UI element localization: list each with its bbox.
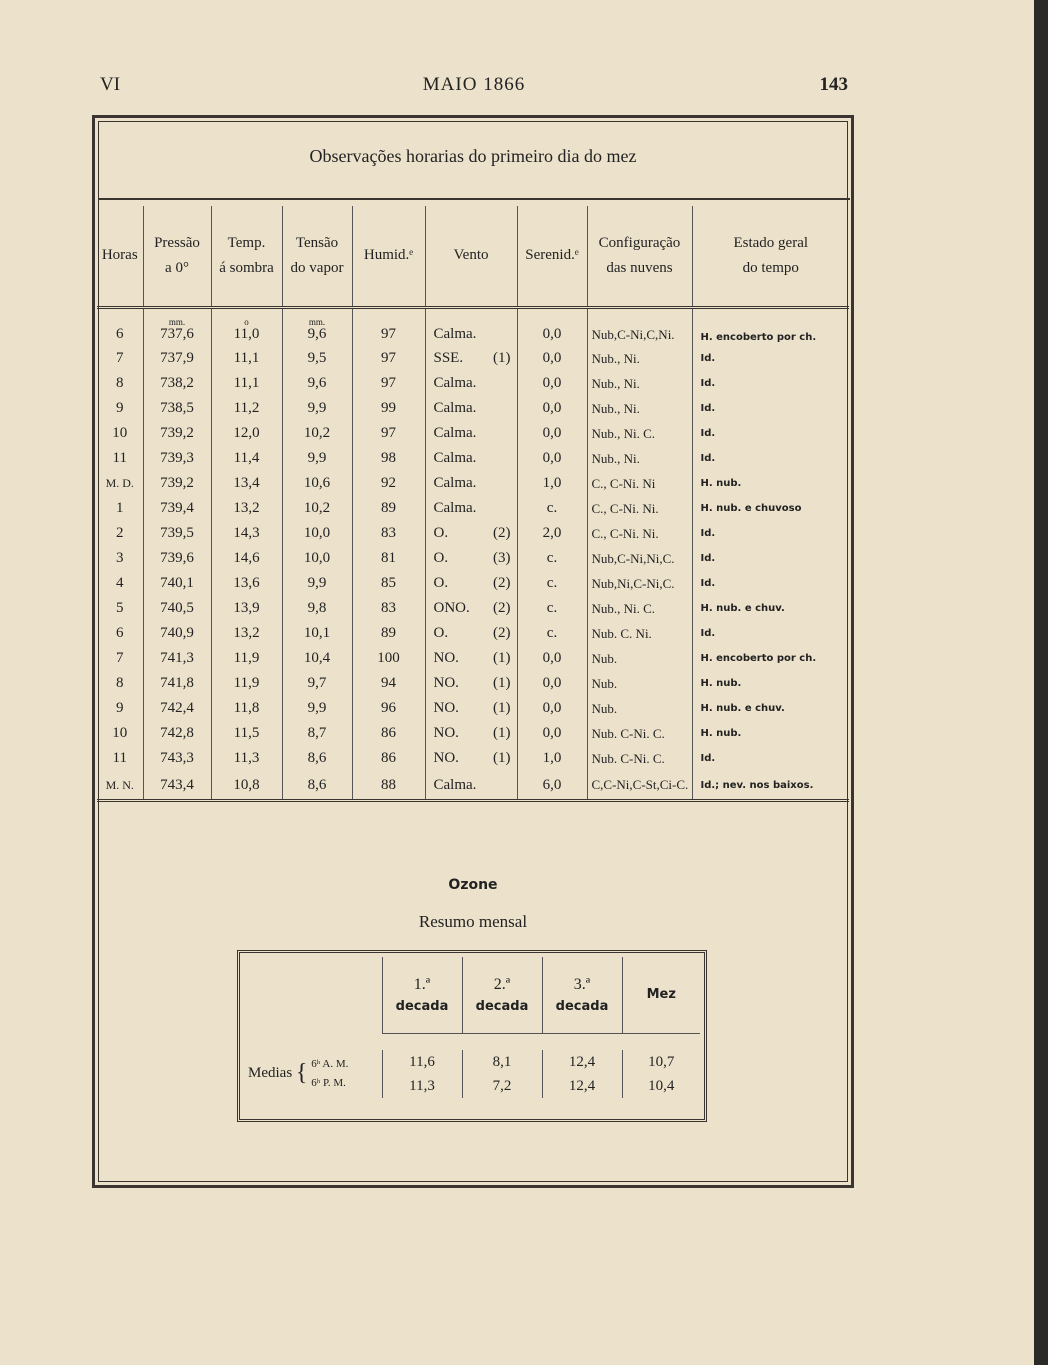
table-cell: 83 — [352, 596, 425, 621]
column-header: Configuração das nuvens — [587, 206, 692, 308]
table-cell: O. (2) — [425, 521, 517, 546]
table-cell: 741,3 — [143, 646, 211, 671]
table-cell: Nub. — [587, 671, 692, 696]
ozone-row-label: Medias { 6ʰ A. M. 6ʰ P. M. — [248, 1058, 349, 1089]
ozone-col-3: 3.ª decada — [542, 957, 622, 1034]
table-cell: Nub., Ni. C. — [587, 421, 692, 446]
table-cell: Calma. — [425, 421, 517, 446]
table-cell: 13,4 — [211, 471, 282, 496]
table-row — [97, 521, 849, 546]
table-cell: 97 — [352, 308, 425, 347]
table-row — [97, 621, 849, 646]
column-header: Humid.ᵉ — [352, 206, 425, 308]
table-cell: 12,0 — [211, 421, 282, 446]
table-cell: Calma. — [425, 371, 517, 396]
table-cell: H. encoberto por ch. — [692, 308, 849, 347]
table-cell: 89 — [352, 621, 425, 646]
table-cell: 11,1 — [211, 371, 282, 396]
table-cell: 14,6 — [211, 546, 282, 571]
ozone-header-row — [244, 957, 700, 1034]
table-cell: 11 — [112, 750, 127, 766]
table-cell: 1,0 — [517, 471, 587, 496]
column-header: Temp. á sombra — [211, 206, 282, 308]
ozone-col-2: 2.ª decada — [462, 957, 542, 1034]
table-row — [97, 496, 849, 521]
table-cell: 10 — [112, 425, 128, 441]
table-cell: H. nub. e chuv. — [692, 696, 849, 721]
table-cell: 11,2 — [211, 396, 282, 421]
table-cell: c. — [517, 571, 587, 596]
table-cell: 9,9 — [282, 571, 352, 596]
ozone-cell: 11,6 — [382, 1050, 462, 1074]
table-cell: 741,8 — [143, 671, 211, 696]
table-cell: o 11,0 — [211, 308, 282, 347]
table-cell: Nub. C-Ni. C. — [587, 721, 692, 746]
table-cell: Calma. — [425, 771, 517, 801]
table-cell: O. (2) — [425, 571, 517, 596]
table-cell: 3 — [116, 550, 124, 566]
ozone-subtitle: Resumo mensal — [418, 912, 528, 931]
table-cell: Id. — [692, 421, 849, 446]
table-cell: 89 — [352, 496, 425, 521]
table-cell: Id. — [692, 621, 849, 646]
table-cell: 10,1 — [282, 621, 352, 646]
hourly-observations-table — [97, 206, 849, 802]
column-header: Serenid.ᵉ — [517, 206, 587, 308]
table-cell: 737,9 — [143, 346, 211, 371]
title-rule — [98, 198, 850, 200]
table-cell: 9 — [116, 400, 124, 416]
table-cell: 1,0 — [517, 746, 587, 771]
table-cell: O. (2) — [425, 621, 517, 646]
table-cell: 98 — [352, 446, 425, 471]
table-cell: 13,6 — [211, 571, 282, 596]
table-cell: H. nub. e chuv. — [692, 596, 849, 621]
table-cell: 2,0 — [517, 521, 587, 546]
table-cell: 0,0 — [517, 696, 587, 721]
table-cell: ONO. (2) — [425, 596, 517, 621]
table-cell: mm. 737,6 — [143, 308, 211, 347]
table-cell: Nub,C-Ni,C,Ni. — [587, 308, 692, 347]
table-cell: 0,0 — [517, 671, 587, 696]
column-header: Estado geral do tempo — [692, 206, 849, 308]
table-row — [97, 646, 849, 671]
table-row — [97, 721, 849, 746]
table-cell: 9,7 — [282, 671, 352, 696]
page-edge — [1034, 0, 1048, 1365]
table-cell: 739,4 — [143, 496, 211, 521]
table-cell: NO. (1) — [425, 646, 517, 671]
table-cell: 6 — [116, 326, 124, 342]
table-cell: 9,5 — [282, 346, 352, 371]
table-cell: 8 — [116, 375, 124, 391]
table-cell: 10,0 — [282, 521, 352, 546]
ozone-cell: 10,7 — [622, 1050, 700, 1074]
table-cell: Nub., Ni. — [587, 346, 692, 371]
table-cell: 742,8 — [143, 721, 211, 746]
table-cell: 0,0 — [517, 721, 587, 746]
page-number: 143 — [819, 74, 848, 95]
table-cell: 11,3 — [211, 746, 282, 771]
table-title: Observações horarias do primeiro dia do mez — [309, 146, 637, 166]
table-cell: 742,4 — [143, 696, 211, 721]
table-row — [97, 771, 849, 801]
table-cell: 11,4 — [211, 446, 282, 471]
table-cell: 13,2 — [211, 496, 282, 521]
table-cell: 11,8 — [211, 696, 282, 721]
table-cell: 6 — [116, 625, 124, 641]
table-cell: Nub,Ni,C-Ni,C. — [587, 571, 692, 596]
table-cell: 10,6 — [282, 471, 352, 496]
table-row — [97, 371, 849, 396]
table-cell: Nub. — [587, 646, 692, 671]
table-cell: 743,3 — [143, 746, 211, 771]
table-cell: SSE. (1) — [425, 346, 517, 371]
month-heading: MAIO 1866 — [422, 74, 526, 95]
table-row — [97, 471, 849, 496]
table-row — [97, 546, 849, 571]
table-cell: Id.; nev. nos baixos. — [692, 771, 849, 801]
table-cell: 9,8 — [282, 596, 352, 621]
table-cell: 81 — [352, 546, 425, 571]
ozone-cell: 8,1 — [462, 1050, 542, 1074]
table-cell: 0,0 — [517, 308, 587, 347]
table-cell: 86 — [352, 721, 425, 746]
table-row — [97, 308, 849, 347]
table-cell: c. — [517, 546, 587, 571]
table-cell: 5 — [116, 600, 124, 616]
table-cell: Nub,C-Ni,Ni,C. — [587, 546, 692, 571]
table-cell: Id. — [692, 396, 849, 421]
table-cell: NO. (1) — [425, 671, 517, 696]
table-cell: 11,1 — [211, 346, 282, 371]
table-cell: Calma. — [425, 471, 517, 496]
table-cell: c. — [517, 496, 587, 521]
ozone-cell: 12,4 — [542, 1050, 622, 1074]
table-cell: Calma. — [425, 396, 517, 421]
table-cell: 11 — [112, 450, 127, 466]
ozone-col-1: 1.ª decada — [382, 957, 462, 1034]
table-row — [97, 396, 849, 421]
table-cell: Id. — [692, 546, 849, 571]
header-row — [97, 206, 849, 308]
table-cell: 13,2 — [211, 621, 282, 646]
table-cell: Calma. — [425, 446, 517, 471]
ozone-cell: 11,3 — [382, 1074, 462, 1098]
table-cell: 85 — [352, 571, 425, 596]
table-cell: H. nub. — [692, 471, 849, 496]
table-cell: 8,6 — [282, 746, 352, 771]
table-cell: 10,8 — [211, 771, 282, 801]
table-cell: Id. — [692, 571, 849, 596]
table-cell: 10,2 — [282, 421, 352, 446]
table-cell: 739,3 — [143, 446, 211, 471]
ozone-cell: 12,4 — [542, 1074, 622, 1098]
table-cell: Calma. — [425, 308, 517, 347]
ozone-title: Ozone — [448, 877, 498, 893]
table-cell: Nub., Ni. C. — [587, 596, 692, 621]
table-cell: Nub. C. Ni. — [587, 621, 692, 646]
table-cell: 1 — [116, 500, 124, 516]
table-cell: Calma. — [425, 496, 517, 521]
table-cell: NO. (1) — [425, 696, 517, 721]
table-cell: H. nub. e chuvoso — [692, 496, 849, 521]
table-cell: 8,7 — [282, 721, 352, 746]
ozone-summary-table — [244, 957, 700, 1120]
table-row — [97, 446, 849, 471]
table-cell: 10,4 — [282, 646, 352, 671]
table-cell: 97 — [352, 346, 425, 371]
table-row — [97, 571, 849, 596]
table-cell: Nub., Ni. — [587, 371, 692, 396]
table-cell: c. — [517, 596, 587, 621]
column-header: Horas — [97, 206, 143, 308]
column-header: Pressão a 0° — [143, 206, 211, 308]
column-header: Tensão do vapor — [282, 206, 352, 308]
table-cell: 2 — [116, 525, 124, 541]
table-cell: 0,0 — [517, 421, 587, 446]
table-cell: 740,1 — [143, 571, 211, 596]
ozone-cell: 10,4 — [622, 1074, 700, 1098]
table-cell: 739,2 — [143, 471, 211, 496]
table-cell: Id. — [692, 371, 849, 396]
table-cell: C., C-Ni. Ni — [587, 471, 692, 496]
table-cell: 100 — [352, 646, 425, 671]
table-cell: Id. — [692, 746, 849, 771]
table-row — [97, 671, 849, 696]
table-cell: 96 — [352, 696, 425, 721]
table-cell: 11,5 — [211, 721, 282, 746]
table-cell: 11,9 — [211, 646, 282, 671]
table-cell: Id. — [692, 446, 849, 471]
table-cell: C., C-Ni. Ni. — [587, 521, 692, 546]
table-cell: 9 — [116, 700, 124, 716]
table-cell: M. N. — [97, 771, 143, 801]
table-cell: NO. (1) — [425, 721, 517, 746]
ozone-cell: 7,2 — [462, 1074, 542, 1098]
ozone-col-mez: Mez — [622, 957, 700, 1034]
table-cell: 0,0 — [517, 346, 587, 371]
table-cell: Nub. C-Ni. C. — [587, 746, 692, 771]
table-cell: Id. — [692, 346, 849, 371]
table-cell: 4 — [116, 575, 124, 591]
table-cell: H. encoberto por ch. — [692, 646, 849, 671]
table-cell: 10,2 — [282, 496, 352, 521]
table-cell: 9,9 — [282, 696, 352, 721]
table-cell: 738,2 — [143, 371, 211, 396]
table-cell: 9,6 — [282, 371, 352, 396]
table-cell: 740,9 — [143, 621, 211, 646]
table-row — [97, 696, 849, 721]
table-cell: 97 — [352, 371, 425, 396]
table-cell: 739,5 — [143, 521, 211, 546]
table-cell: Nub. — [587, 696, 692, 721]
table-cell: 10 — [112, 725, 128, 741]
table-cell: Id. — [692, 521, 849, 546]
table-cell: mm. 9,6 — [282, 308, 352, 347]
table-cell: c. — [517, 621, 587, 646]
table-cell: Nub., Ni. — [587, 396, 692, 421]
table-cell: 94 — [352, 671, 425, 696]
table-cell: 0,0 — [517, 396, 587, 421]
table-cell: C., C-Ni. Ni. — [587, 496, 692, 521]
table-cell: Nub., Ni. — [587, 446, 692, 471]
section-numeral: VI — [100, 74, 121, 95]
table-cell: 8,6 — [282, 771, 352, 801]
table-cell: 740,5 — [143, 596, 211, 621]
table-cell: 7 — [116, 350, 124, 366]
table-cell: 0,0 — [517, 371, 587, 396]
table-cell: NO. (1) — [425, 746, 517, 771]
table-row — [97, 421, 849, 446]
ozone-corner — [244, 957, 382, 1034]
table-cell: 739,2 — [143, 421, 211, 446]
table-cell: M. D. — [105, 476, 134, 490]
table-cell: 92 — [352, 471, 425, 496]
table-cell: 8 — [116, 675, 124, 691]
table-cell: 7 — [116, 650, 124, 666]
table-cell: 9,9 — [282, 396, 352, 421]
table-cell: 86 — [352, 746, 425, 771]
table-cell: 13,9 — [211, 596, 282, 621]
table-cell: 743,4 — [143, 771, 211, 801]
table-cell: 10,0 — [282, 546, 352, 571]
table-cell: 0,0 — [517, 646, 587, 671]
table-cell: 9,9 — [282, 446, 352, 471]
table-cell: 739,6 — [143, 546, 211, 571]
table-cell: 83 — [352, 521, 425, 546]
column-header: Vento — [425, 206, 517, 308]
table-cell: 6,0 — [517, 771, 587, 801]
table-cell: 97 — [352, 421, 425, 446]
table-cell: 0,0 — [517, 446, 587, 471]
table-cell: H. nub. — [692, 671, 849, 696]
table-cell: 88 — [352, 771, 425, 801]
page-header — [100, 74, 848, 100]
table-cell: C,C-Ni,C-St,Ci-C. — [587, 771, 692, 801]
table-cell: H. nub. — [692, 721, 849, 746]
table-cell: 14,3 — [211, 521, 282, 546]
table-cell: 11,9 — [211, 671, 282, 696]
table-cell: 99 — [352, 396, 425, 421]
table-row — [97, 746, 849, 771]
ozone-row-am — [244, 1050, 700, 1074]
table-row — [97, 346, 849, 371]
table-cell: 738,5 — [143, 396, 211, 421]
table-cell: O. (3) — [425, 546, 517, 571]
table-row — [97, 596, 849, 621]
